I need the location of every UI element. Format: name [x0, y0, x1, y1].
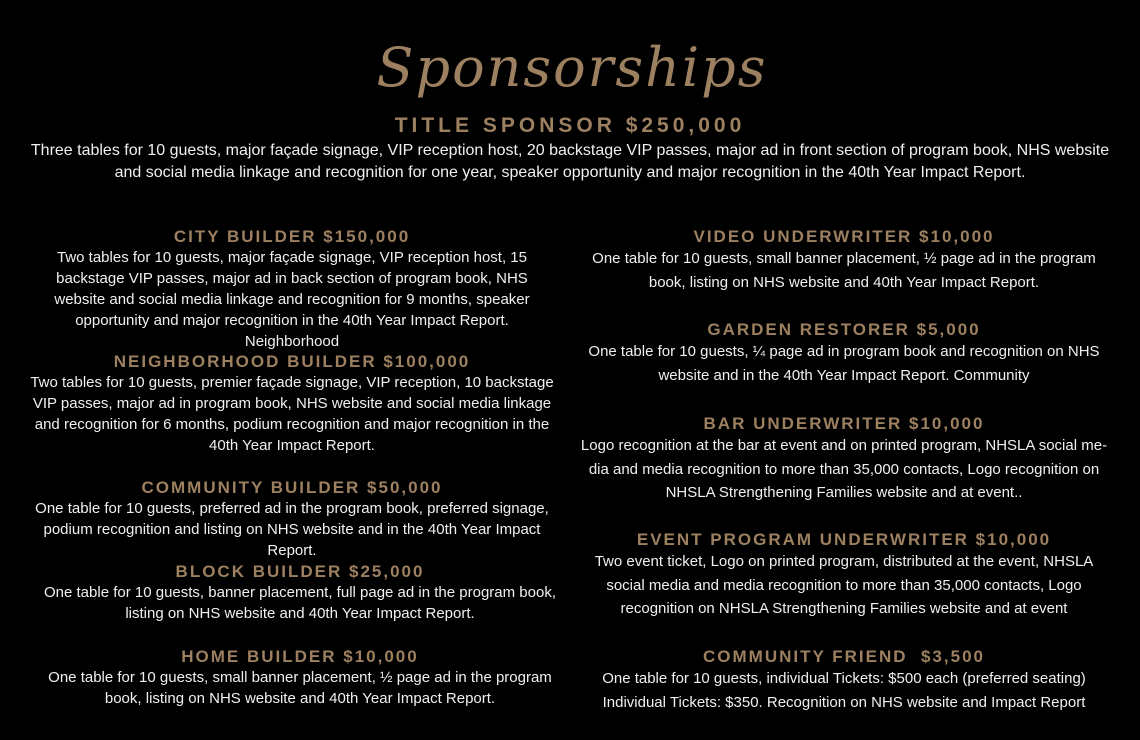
tier-name: GARDEN RESTORER $5,000 — [707, 320, 981, 339]
tier-event-program-underwriter — [574, 530, 1114, 621]
tier-community-friend — [594, 647, 1094, 714]
sponsorships-heading — [0, 14, 1140, 104]
tier-description: Logo recognition at the bar at event and on printed program, NHSLA social me-dia and media recognition to more than 35,000 contacts, Logo recognition on NHSLA Strengthening Families website and at event.. — [580, 437, 1108, 501]
tier-name: BLOCK BUILDER $25,000 — [175, 562, 425, 581]
tier-description: Three tables for 10 guests, major façade signage, VIP reception host, 20 backstage VIP passes, major ad in front section of program book, NHS website and social media linkage and recognition for one year, speaker opportunity and major recognition in the 40th Year Impact Report. — [30, 142, 1110, 181]
title-sponsor — [30, 114, 1110, 184]
tier-name: HOME BUILDER $10,000 — [181, 647, 419, 666]
tier-bar-underwriter — [578, 414, 1110, 505]
tier-name: COMMUNITY FRIEND $3,500 — [703, 647, 985, 666]
tier-neighborhood-builder — [30, 352, 554, 456]
tier-description: One table for 10 guests, small banner placement, ½ page ad in the program book, listing on NHS website and 40th Year Impact Report. — [48, 669, 552, 707]
heading-text: Sponsorships — [376, 36, 768, 99]
tier-name: TITLE SPONSOR $250,000 — [394, 114, 746, 137]
tier-garden-restorer — [580, 320, 1108, 387]
tier-community-builder — [22, 478, 562, 561]
tier-description: One table for 10 guests, individual Tickets: $500 each (preferred seating) Individual Tickets: $350. Recognition on NHS website and Impact Report — [602, 670, 1086, 711]
tier-city-builder — [30, 227, 554, 352]
tier-video-underwriter — [586, 227, 1102, 294]
tier-description: One table for 10 guests, banner placement, full page ad in the program book, listing on NHS website and 40th Year Impact Report. — [44, 584, 556, 622]
tier-name: BAR UNDERWRITER $10,000 — [703, 414, 985, 433]
tier-name: EVENT PROGRAM UNDERWRITER $10,000 — [636, 530, 1052, 549]
tier-description: Two tables for 10 guests, major façade signage, VIP reception host, 15 backstage VIP passes, major ad in back section of program book, NHS website and social media linkage and recognition for 9 months, speaker opportunity and major recognition in the 40th Year Impact Report. Neighborhood — [54, 249, 530, 350]
tier-description: Two tables for 10 guests, premier façade signage, VIP reception, 10 backstage VIP passes, major ad in program book, NHS website and social media linkage and recognition for 6 months, podium recognition and major recognition in the 40th Year Impact Report. — [30, 374, 554, 454]
tier-description: One table for 10 guests, ¼ page ad in program book and recognition on NHS website and in the 40th Year Impact Report. Community — [588, 343, 1100, 384]
tier-name: NEIGHBORHOOD BUILDER $100,000 — [113, 352, 471, 371]
tier-description: One table for 10 guests, preferred ad in the program book, preferred signage, podium recognition and listing on NHS website and in the 40th Year Impact Report. — [35, 500, 549, 559]
tier-name: COMMUNITY BUILDER $50,000 — [141, 478, 443, 497]
tier-home-builder — [40, 647, 560, 709]
tier-block-builder — [30, 562, 570, 624]
tier-name: CITY BUILDER $150,000 — [173, 227, 411, 246]
tier-name: VIDEO UNDERWRITER $10,000 — [693, 227, 995, 246]
tier-description: One table for 10 guests, small banner placement, ½ page ad in the program book, listing on NHS website and 40th Year Impact Report. — [592, 250, 1096, 291]
tier-description: Two event ticket, Logo on printed program, distributed at the event, NHSLA social media and media recognition to more than 35,000 contacts, Logo recognition on NHSLA Strengthening Families website and at event — [594, 553, 1094, 617]
